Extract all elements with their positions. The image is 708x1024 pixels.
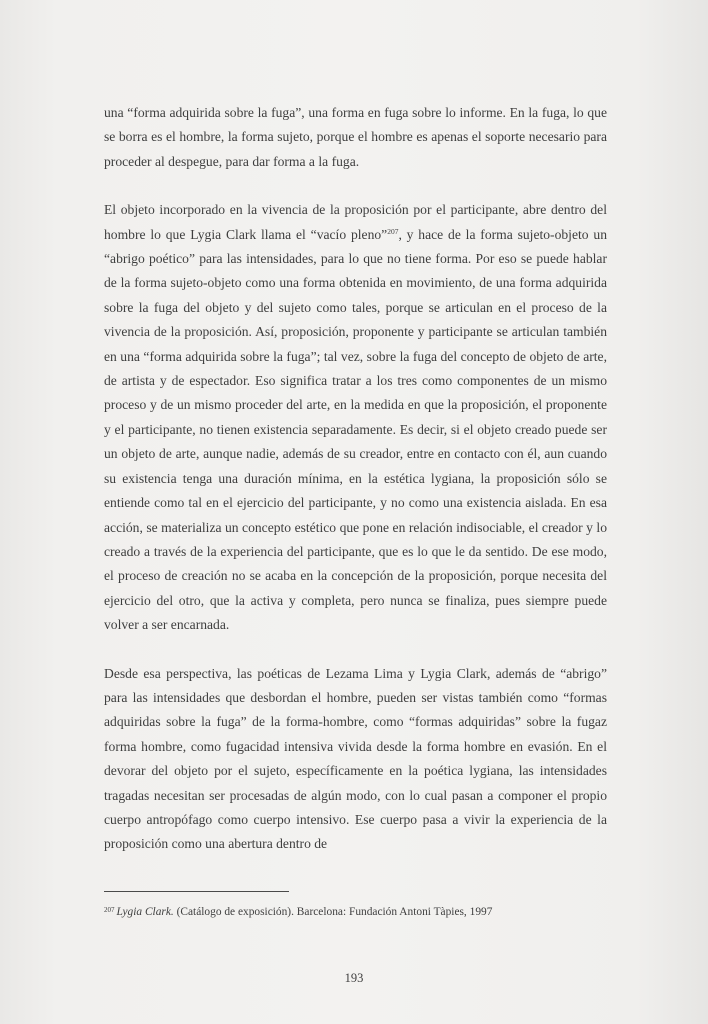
footnote xyxy=(104,902,607,920)
footnote-text: (Catálogo de exposición). Barcelona: Fundación Antoni Tàpies, 1997 xyxy=(173,906,493,918)
page-number: 193 xyxy=(344,971,364,985)
body-text xyxy=(104,101,607,857)
footnote-number: 207 xyxy=(104,906,115,914)
paragraph-2: El objeto incorporado en la vivencia de la proposición por el participante, abre dentro del hombre lo que Lygia Clark llama el “vacío pleno”$^{207}$, y hace de la forma sujeto-objeto un “abrigo poético” para las intensidades, para lo que no tiene forma. Por eso se puede hablar de la forma sujeto-objeto como una forma obtenida en movimiento, de una forma adquirida sobre la fuga del objeto y del sujeto como tales, porque se articulan en el proceso de la vivencia de la proposición. Así, proposición, proponente y participante se articulan también en una “forma adquirida sobre la fuga”; tal vez, sobre la fuga del concepto de objeto de arte, de artista y de espectador. Eso significa tratar a los tres como componentes de un mismo proceso y de un mismo proceder del arte, en la medida en que la proposición, el proponente y el participante, no tienen existencia separadamente. Es decir, si el objeto creado puede ser un objeto de arte, aunque nadie, además de su creador, entre en contacto con él, aun cuando su existencia tenga una duración mínima, en la estética lygiana, la proposición sólo se entiende como tal en el ejercicio del participante, y no como una existencia aislada. En esa acción, se materializa un concepto estético que pone en relación indisociable, el creador y lo creado a través de la experiencia del participante, que es lo que le da sentido. De ese modo, el proceso de creación no se acaba en la concepción de la proposición, porque necesita del ejercicio del otro, que la activa y completa, pero nunca se finaliza, pues siempre puede volver a ser encarnada. xyxy=(104,202,607,633)
footnote-title: Lygia Clark. xyxy=(116,906,174,918)
paragraph-3: Desde esa perspectiva, las poéticas de Lezama Lima y Lygia Clark, además de “abrigo” para las intensidades que desbordan el hombre, pueden ser vistas también como “formas adquiridas sobre la fuga” de la forma-hombre, como “formas adquiridas” sobre la fugaz forma hombre, como fugacidad intensiva vivida desde la forma hombre en evasión. En el devorar del objeto por el sujeto, específicamente en la poética lygiana, las intensidades tragadas necesitan ser procesadas de algún modo, con lo cual pasan a componer el propio cuerpo antropófago como cuerpo intensivo. Ese cuerpo pasa a vivir la experiencia de la proposición como una abertura dentro de xyxy=(104,665,607,852)
paragraph-1: una “forma adquirida sobre la fuga”, una forma en fuga sobre lo informe. En la fuga, lo que se borra es el hombre, la forma sujeto, porque el hombre es apenas el soporte necesario para proceder al despegue, para dar forma a la fuga. xyxy=(104,105,607,169)
footnote-reference[interactable]: 207 xyxy=(387,226,399,236)
footnote-divider xyxy=(104,891,289,892)
